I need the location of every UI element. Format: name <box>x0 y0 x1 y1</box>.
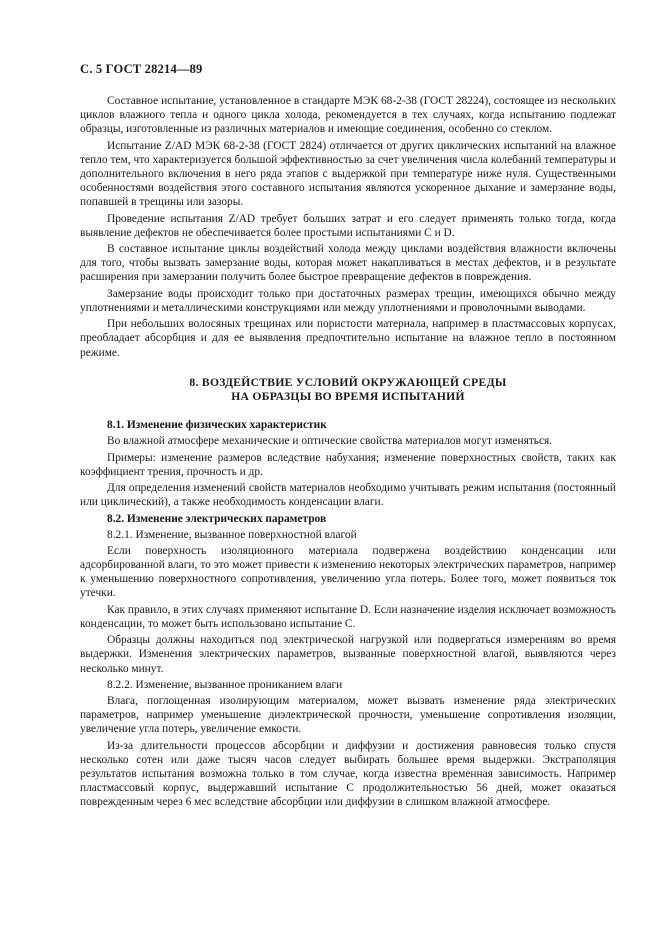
body-paragraph: Для определения изменений свойств материалов необходимо учитывать режим испытания (постоянный или циклический), а также необходимость конденсации влаги. <box>80 482 616 509</box>
body-paragraph: Образцы должны находиться под электрической нагрузкой или подвергаться измерениям во время выдержки. Изменения электрических параметров, вызванные поверхностной влагой, выявляются через несколько минут. <box>80 634 616 675</box>
page-header: С. 5 ГОСТ 28214—89 <box>80 62 203 76</box>
page-content <box>80 94 616 812</box>
body-paragraph: Примеры: изменение размеров вследствие набухания; изменение поверхностных свойств, таких как коэффициент трения, прочность и др. <box>80 451 616 478</box>
body-paragraph: Во влажной атмосфере механические и оптические свойства материалов могут изменяться. <box>107 435 553 448</box>
body-paragraph: Если поверхность изоляционного материала подвержена воздействию конденсации или адсорбированной влаги, то это может привести к изменению некоторых электрических параметров, например к уменьшению поверхностного сопротивления, увеличению угла потерь. Более того, может появиться ток утечки. <box>80 544 616 600</box>
intro-paragraph: Проведение испытания Z/AD требует больших затрат и его следует применять только тогда, когда выявление дефектов не обеспечивается более простыми испытаниями С и D. <box>80 212 616 239</box>
section-title <box>80 376 616 404</box>
intro-paragraph: Составное испытание, установленное в стандарте МЭК 68-2-38 (ГОСТ 28224), состоящее из нескольких циклов влажного тепла и одного цикла холода, рекомендуется в тех случаях, когда испытанию подлежат образцы, изготовленные из различных материалов и имеющие соединения, особенно со стеклом. <box>80 95 616 136</box>
intro-paragraph: В составное испытание циклы воздействий холода между циклами воздействия влажности включены для того, чтобы вызвать замерзание воды, которая может накапливаться в местах дефектов, и в результате расширения при замерзании получить более быстрое превращение дефектов в повреждения. <box>80 243 616 284</box>
section-title-line2: НА ОБРАЗЦЫ ВО ВРЕМЯ ИСПЫТАНИЙ <box>231 389 465 403</box>
subsection-heading-8-2: 8.2. Изменение электрических параметров <box>107 512 327 525</box>
subsection-heading-8-2-2: 8.2.2. Изменение, вызванное прониканием влаги <box>107 678 343 691</box>
section-title-line1: 8. ВОЗДЕЙСТВИЕ УСЛОВИЙ ОКРУЖАЮЩЕЙ СРЕДЫ <box>189 375 507 389</box>
intro-paragraph: Замерзание воды происходит только при достаточных размерах трещин, имеющихся обычно между уплотнениями и металлическими конструкциями или между уплотнениями и проволочными выводами. <box>80 287 616 314</box>
body-paragraph: Как правило, в этих случаях применяют испытание D. Если назначение изделия исключает возможность конденсации, то может быть использовано испытание С. <box>80 603 616 630</box>
intro-paragraph: Испытание Z/AD МЭК 68-2-38 (ГОСТ 2824) отличается от других циклических испытаний на влажное тепло тем, что характеризуется большой эффективностью за счет увеличения числа колебаний температуры и дополнительного включения в него ряда этапов с выдержкой при температуре ниже нуля. Существенными особенностями воздействия этого составного испытания являются ускоренное дыхание и замерзание воды, попавшей в трещины или зазоры. <box>80 139 616 209</box>
body-paragraph: Влага, поглощенная изолирующим материалом, может вызвать изменение ряда электрических параметров, например уменьшение диэлектрической прочности, уменьшение сопротивления изоляции, увеличение угла потерь, увеличение емкости. <box>80 695 616 736</box>
subsection-heading-8-1: 8.1. Изменение физических характеристик <box>107 419 327 432</box>
subsection-heading-8-2-1: 8.2.1. Изменение, вызванное поверхностной влагой <box>107 528 357 541</box>
intro-paragraph: При небольших волосяных трещинах или пористости материала, например в пластмассовых корпусах, преобладает абсорбция и для ее выявления предпочтительно испытание на влажное тепло в постоянном режиме. <box>80 318 616 359</box>
body-paragraph: Из-за длительности процессов абсорбции и диффузии и достижения равновесия только спустя несколько сотен или даже тысяч часов следует выбирать большее время выдержки. Экстраполяция результатов испытания возможна только в том случае, когда известна временная зависимость. Например пластмассовый корпус, выдержавший испытание С продолжительностью 56 дней, может оказаться поврежденным через 6 мес вследствие абсорбции или диффузии в слишком влажной атмосфере. <box>80 739 616 809</box>
